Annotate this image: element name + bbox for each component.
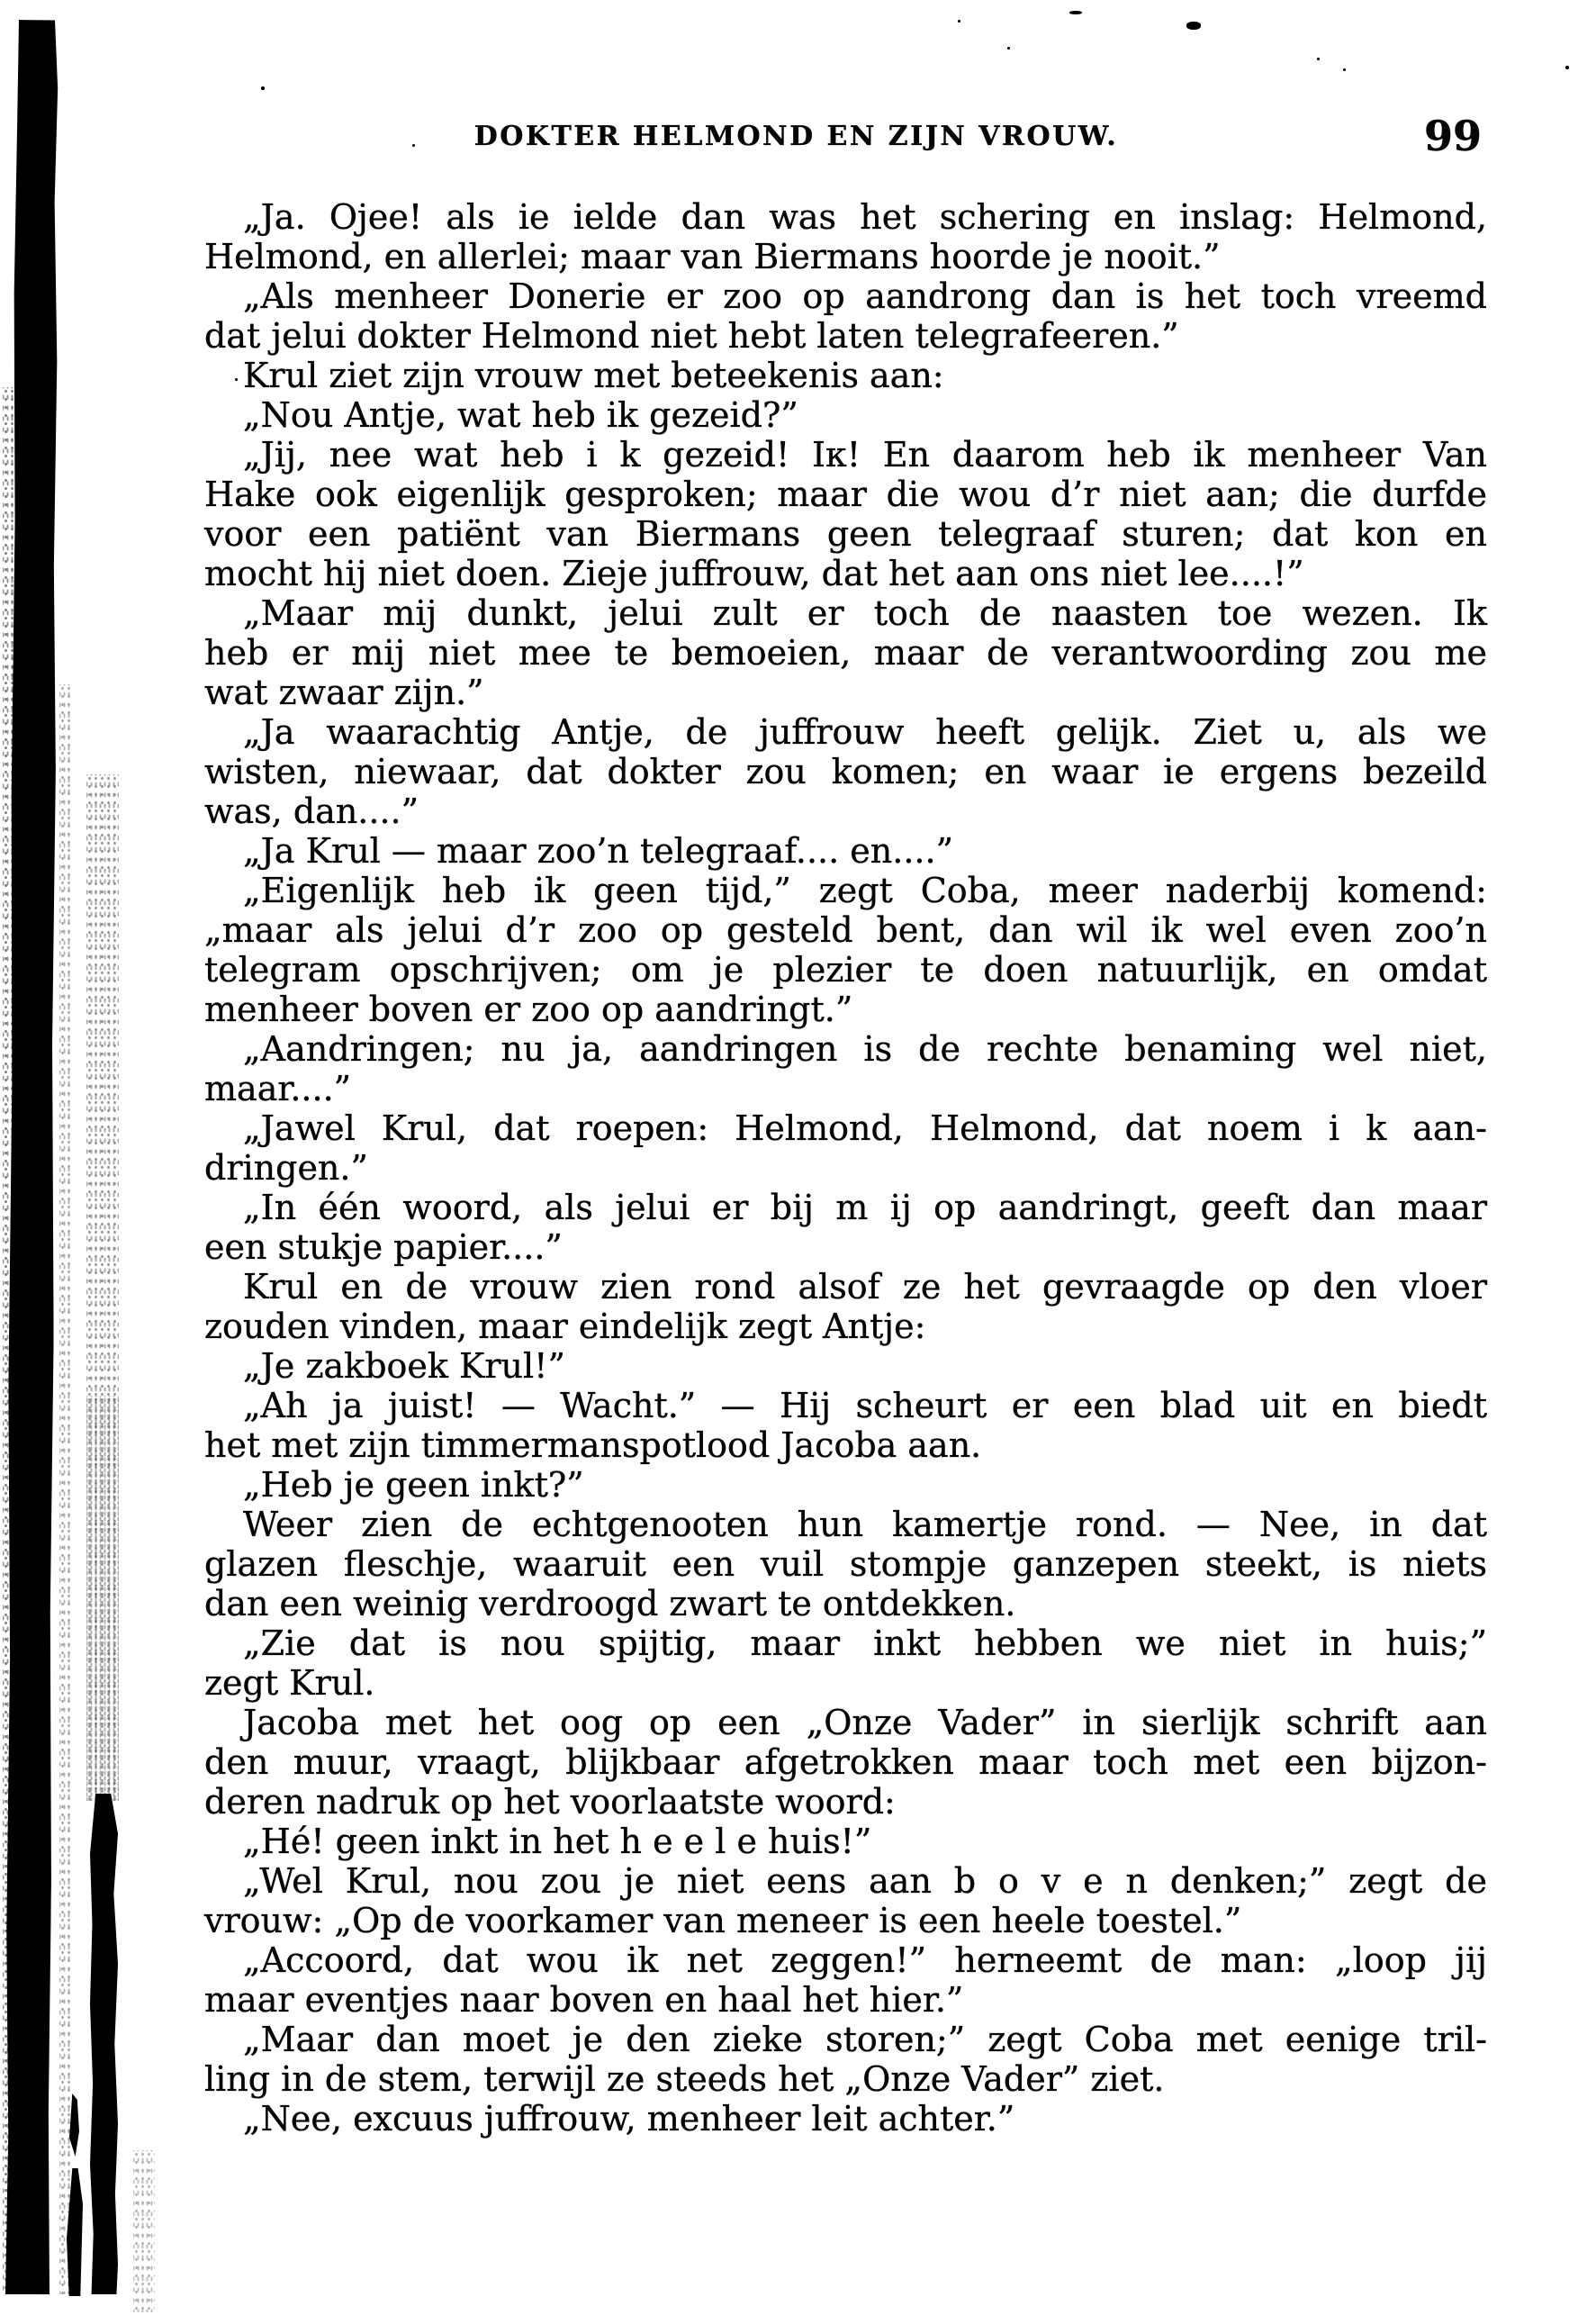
paragraph [204,1940,1487,2020]
paragraph [204,2020,1487,2099]
text-line: „Heb je geen inkt?” [243,1465,584,1505]
paragraph [204,1505,1487,1623]
paragraph [204,1029,1487,1108]
paragraph [204,435,1487,593]
text-line: „Ja waarachtig Antje, de juffrouw heeft gelijk. Ziet u, als we [243,712,1487,752]
page-number: 99 [1423,112,1482,160]
text-line: Weer zien de echtgenooten hun kamertje rond. — Nee, in dat [243,1505,1487,1544]
text-line: „Maar mij dunkt, jelui zult er toch de naasten toe wezen. Ik [243,593,1487,633]
paragraph [204,276,1487,356]
text-line: „Eigenlijk heb ik geen tijd,” zegt Coba, meer naderbij komend: [243,871,1487,910]
ink-speck [1007,47,1010,50]
paragraph [204,1386,1487,1465]
ink-speck [261,86,265,90]
text-line: glazen fleschje, waaruit een vuil stompje ganzepen steekt, is niets [204,1544,1487,1584]
text-line: „Jij, nee wat heb i k gezeid! Iᴋ! En daarom heb ik menheer Van [243,435,1487,475]
text-line: zegt Krul. [204,1663,375,1703]
text-line: „Aandringen; nu ja, aandringen is de rechte benaming wel niet, [243,1029,1487,1069]
text-line: „Hé! geen inkt in het h e e l e huis!” [243,1822,872,1861]
running-title: DOKTER HELMOND EN ZIJN VROUW. [473,121,1119,152]
text-line: „Accoord, dat wou ik net zeggen!” herneemt de man: „loop jij [243,1940,1487,1980]
text-line: „In één woord, als jelui er bij m ij op aandringt, geeft dan maar [243,1188,1487,1227]
text-line: „Maar dan moet je den zieke storen;” zegt Coba met eenige tril- [243,2020,1487,2059]
ink-speck [1186,22,1201,30]
ink-speck [1343,68,1346,71]
ink-speck [1069,11,1082,14]
paragraph [204,1861,1487,1940]
binding-shadow-bar-second [90,1794,118,2294]
paragraph [204,356,1487,395]
ink-speck [958,20,960,23]
text-line: was, dan....” [204,791,419,831]
paragraph [204,1623,1487,1703]
paragraph [204,871,1487,1029]
text-line: „Zie dat is nou spijtig, maar inkt hebben we niet in huis;” [243,1623,1487,1663]
ink-speck [1317,58,1320,60]
text-line: dan een weinig verdroogd zwart te ontdekken. [204,1584,1016,1623]
body-text [204,197,1487,2139]
text-line: Krul ziet zijn vrouw met beteekenis aan: [243,356,944,395]
text-line: „Nee, excuus juffrouw, menheer leit achter.” [243,2099,1015,2139]
text-line: een stukje papier....” [204,1227,563,1267]
text-line: deren nadruk op het voorlaatste woord: [204,1782,896,1822]
text-line: „Jawel Krul, dat roepen: Helmond, Helmond, dat noem i k aan- [243,1108,1487,1148]
text-line: „maar als jelui d’r zoo op gesteld bent, dan wil ik wel even zoo’n [204,910,1487,950]
binding-noise-band-dense [86,1396,119,1801]
ink-speck [1565,66,1569,69]
paragraph [204,197,1487,276]
paragraph [204,831,1487,871]
text-line: „Ah ja juist! — Wacht.” — Hij scheurt er een blad uit en biedt [243,1386,1487,1425]
page-header [204,112,1487,169]
text-line: vrouw: „Op de voorkamer van meneer is een heele toestel.” [204,1901,1242,1940]
paragraph [204,2099,1487,2139]
text-line: ling in de stem, terwijl ze steeds het „Onze Vader” ziet. [204,2059,1165,2099]
text-line: telegram opschrijven; om je plezier te doen natuurlijk, en omdat [204,950,1487,990]
text-line: dat jelui dokter Helmond niet hebt laten telegrafeeren.” [204,316,1179,356]
text-line: maar....” [204,1069,352,1108]
text-line: maar eventjes naar boven en haal het hier.” [204,1980,964,2020]
binding-noise-right [59,684,71,2294]
text-line: Krul en de vrouw zien rond alsof ze het gevraagde op den vloer [243,1267,1487,1307]
text-line: „Je zakboek Krul!” [243,1346,565,1386]
paragraph [204,1188,1487,1267]
paragraph [204,712,1487,831]
binding-noise-left [3,387,16,2294]
text-line: Helmond, en allerlei; maar van Biermans hoorde je nooit.” [204,237,1221,276]
text-line: wisten, niewaar, dat dokter zou komen; en waar ie ergens bezeild [204,752,1487,791]
paragraph [204,593,1487,712]
text-line: „Ja. Ojee! als ie ielde dan was het schering en inslag: Helmond, [243,197,1487,237]
paragraph [204,1267,1487,1346]
text-line: mocht hij niet doen. Zieje juffrouw, dat het aan ons niet lee....!” [204,554,1304,593]
binding-noise-trail [133,2150,155,2312]
text-line: dringen.” [204,1148,368,1188]
text-line: wat zwaar zijn.” [204,673,484,712]
paragraph [204,1108,1487,1188]
text-line: Jacoba met het oog op een „Onze Vader” in sierlijk schrift aan [243,1703,1487,1742]
text-line: Hake ook eigenlijk gesproken; maar die wou d’r niet aan; die durfde [204,475,1487,514]
text-line: voor een patiënt van Biermans geen telegraaf sturen; dat kon en [204,514,1487,554]
text-line: „Ja Krul — maar zoo’n telegraaf.... en....” [243,831,954,871]
paragraph [204,1465,1487,1505]
paragraph [204,1346,1487,1386]
text-line: „Wel Krul, nou zou je niet eens aan b o v e n denken;” zegt de [243,1861,1487,1901]
paragraph [204,395,1487,435]
text-line: heb er mij niet mee te bemoeien, maar de verantwoording zou me [204,633,1487,673]
paragraph [204,1703,1487,1822]
text-line: menheer boven er zoo op aandringt.” [204,990,853,1029]
text-line: „Als menheer Donerie er zoo op aandrong dan is het toch vreemd [243,276,1487,316]
text-line: den muur, vraagt, blijkbaar afgetrokken maar toch met een bijzon- [204,1742,1487,1782]
text-line: „Nou Antje, wat heb ik gezeid?” [243,395,798,435]
paragraph [204,1822,1487,1861]
text-line: het met zijn timmermanspotlood Jacoba aan. [204,1425,982,1465]
text-line: zouden vinden, maar eindelijk zegt Antje: [204,1307,926,1346]
